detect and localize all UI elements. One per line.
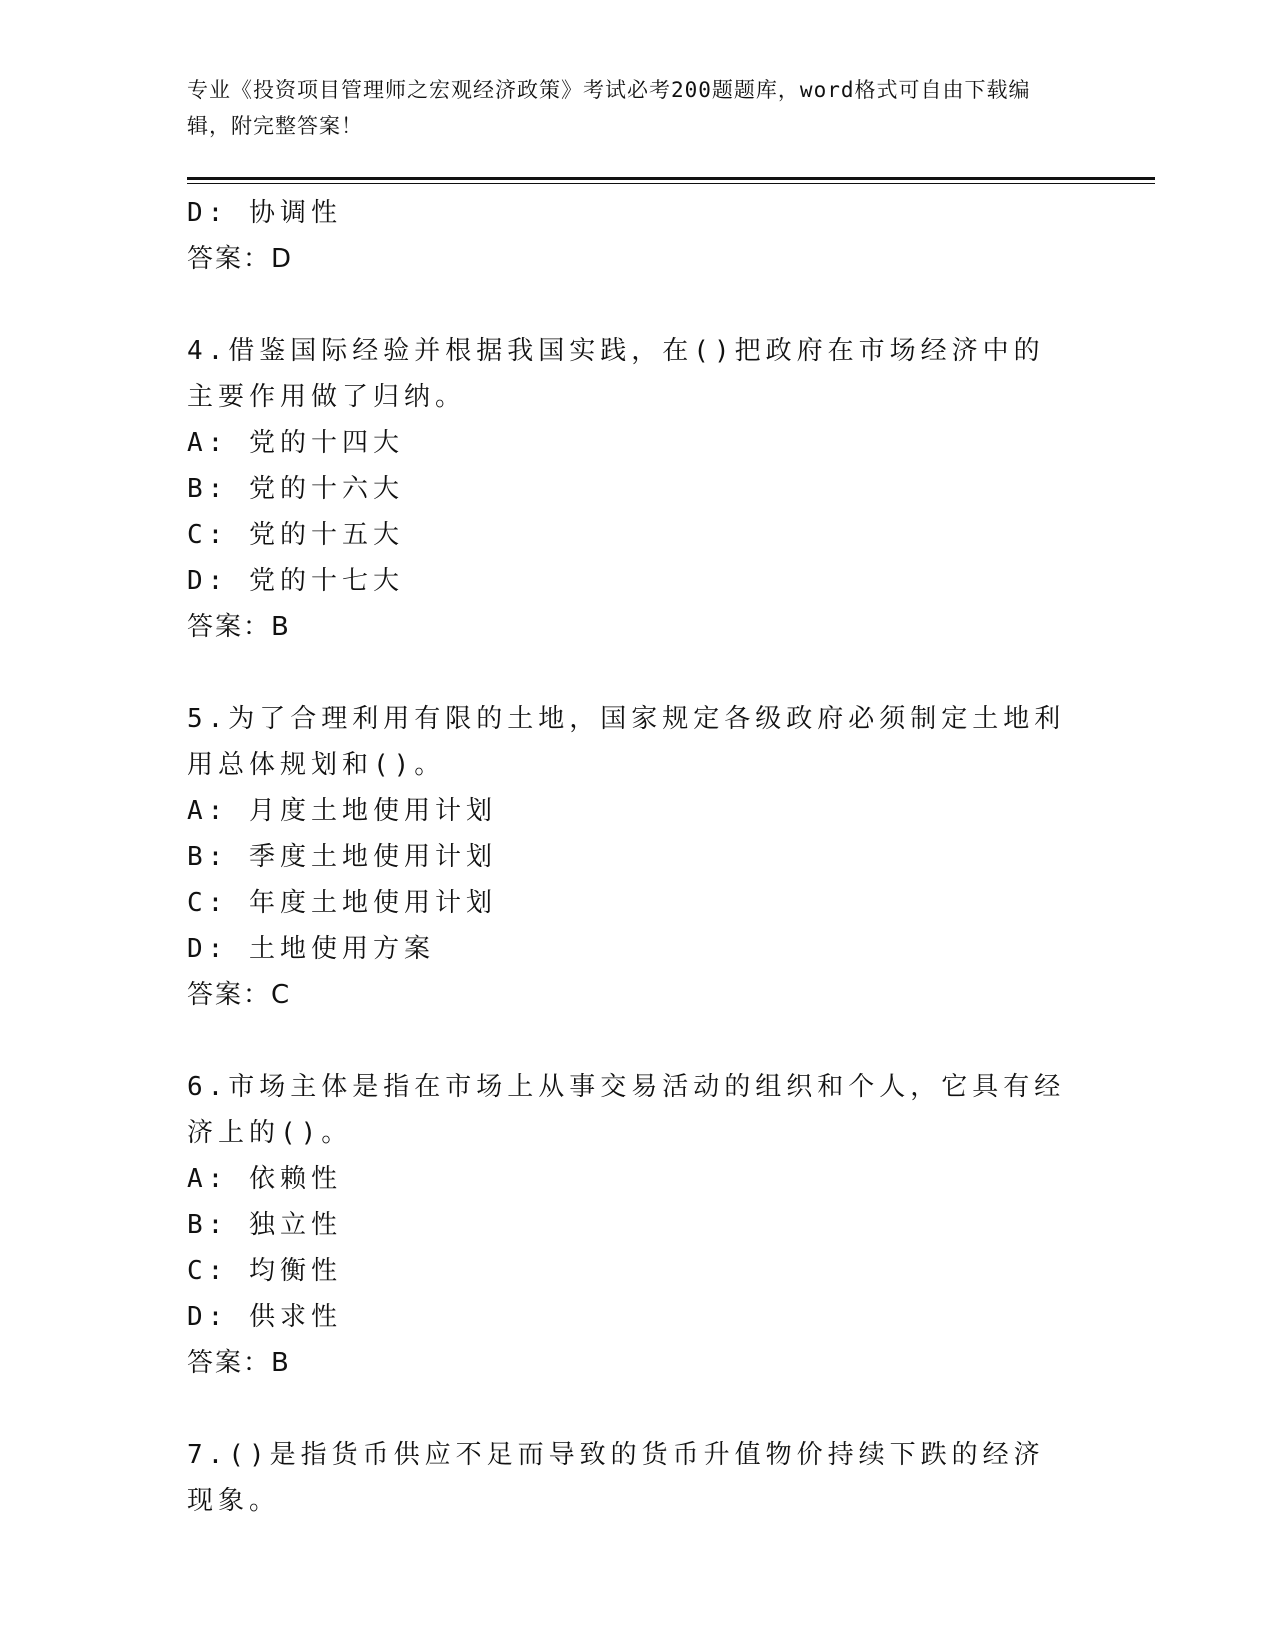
option-b: B: 季度土地使用计划 [187, 842, 497, 872]
spacer [187, 1386, 1067, 1432]
answer-line: 答案：C [187, 980, 292, 1010]
option-d: D: 土地使用方案 [187, 934, 435, 964]
spacer [187, 282, 1067, 328]
question-block-6 [187, 1064, 1067, 1386]
question-block-7 [187, 1432, 1067, 1524]
spacer [187, 1018, 1067, 1064]
question-block-5 [187, 696, 1067, 1018]
question-stem: 7.()是指货币供应不足而导致的货币升值物价持续下跌的经济现象。 [187, 1440, 1045, 1516]
answer-line: 答案：B [187, 612, 291, 642]
option-c: C: 年度土地使用计划 [187, 888, 497, 918]
option-d: D: 供求性 [187, 1302, 342, 1332]
option-b: B: 独立性 [187, 1210, 342, 1240]
option-b: B: 党的十六大 [187, 474, 404, 504]
option-a: A: 月度土地使用计划 [187, 796, 497, 826]
option-c: C: 均衡性 [187, 1256, 342, 1286]
question-block-4 [187, 328, 1067, 650]
spacer [187, 650, 1067, 696]
question-stem: 4.借鉴国际经验并根据我国实践，在()把政府在市场经济中的主要作用做了归纳。 [187, 336, 1045, 412]
question-list [187, 190, 1067, 1524]
option-a: A: 党的十四大 [187, 428, 404, 458]
answer-line: 答案：D [187, 244, 294, 274]
header-rule-thin [187, 183, 1155, 184]
option-c: C: 党的十五大 [187, 520, 404, 550]
question-stem: 6.市场主体是指在市场上从事交易活动的组织和个人，它具有经济上的()。 [187, 1072, 1066, 1148]
header-rule-thick [187, 177, 1155, 180]
option-d: D: 党的十七大 [187, 566, 404, 596]
question-stem: 5.为了合理利用有限的土地，国家规定各级政府必须制定土地利用总体规划和()。 [187, 704, 1066, 780]
option-d: D: 协调性 [187, 198, 342, 228]
answer-line: 答案：B [187, 1348, 291, 1378]
page-header: 专业《投资项目管理师之宏观经济政策》考试必考200题题库，word格式可自由下载编辑，附完整答案！ [187, 78, 1031, 138]
option-a: A: 依赖性 [187, 1164, 342, 1194]
question-block-3 [187, 190, 1067, 282]
